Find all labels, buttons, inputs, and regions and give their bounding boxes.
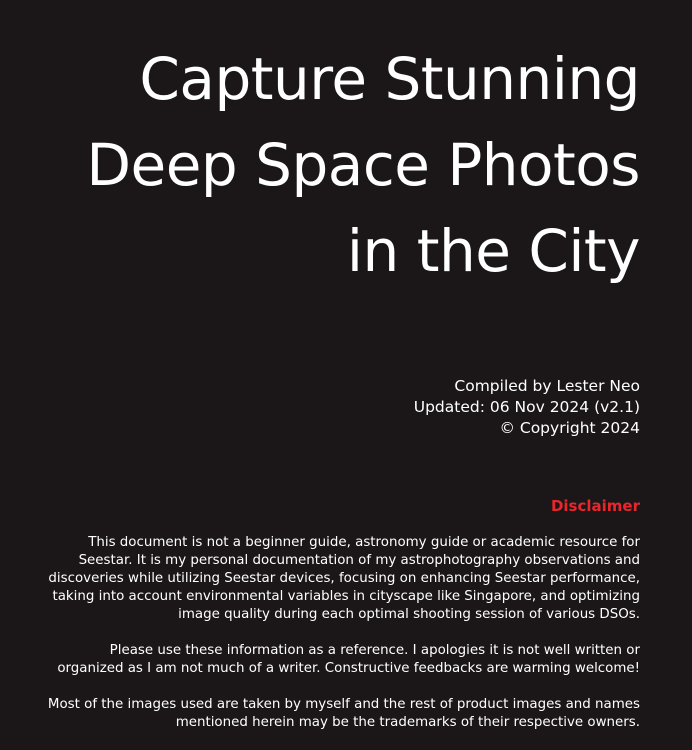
updated-date: Updated: 06 Nov 2024 (v2.1) (413, 398, 640, 416)
paragraph-line: mentioned herein may be the trademarks of their respective owners. (175, 715, 640, 730)
paragraph-line: This document is not a beginner guide, astronomy guide or academic resource for (88, 535, 640, 550)
paragraph-line: taking into account environmental variables in cityscape like Singapore, and optimizing (52, 589, 640, 604)
compiled-by: Compiled by Lester Neo (454, 377, 640, 395)
credits-block (240, 376, 640, 439)
title-line: Deep Space Photos (86, 131, 640, 199)
disclaimer-body (20, 534, 640, 750)
disclaimer-heading: Disclaimer (550, 497, 640, 515)
paragraph-line: discoveries while utilizing Seestar devices, focusing on enhancing Seestar performance, (48, 571, 640, 586)
paragraph-line: Seestar. It is my personal documentation of my astrophotography observations and (78, 553, 640, 568)
paragraph-line: organized as I am not much of a writer. Constructive feedbacks are warming welcome! (57, 661, 640, 676)
paragraph-line: Most of the images used are taken by myself and the rest of product images and names (47, 697, 640, 712)
copyright: © Copyright 2024 (499, 419, 640, 437)
title-line: in the City (346, 217, 640, 285)
disclaimer-paragraph (20, 534, 640, 624)
document-title (0, 36, 640, 294)
paragraph-line: Please use these information as a reference. I apologies it is not well written or (109, 643, 640, 658)
disclaimer-paragraph (20, 696, 640, 732)
title-line: Capture Stunning (139, 45, 640, 113)
paragraph-line: image quality during each optimal shooting session of various DSOs. (178, 607, 640, 622)
disclaimer-paragraph (20, 642, 640, 678)
